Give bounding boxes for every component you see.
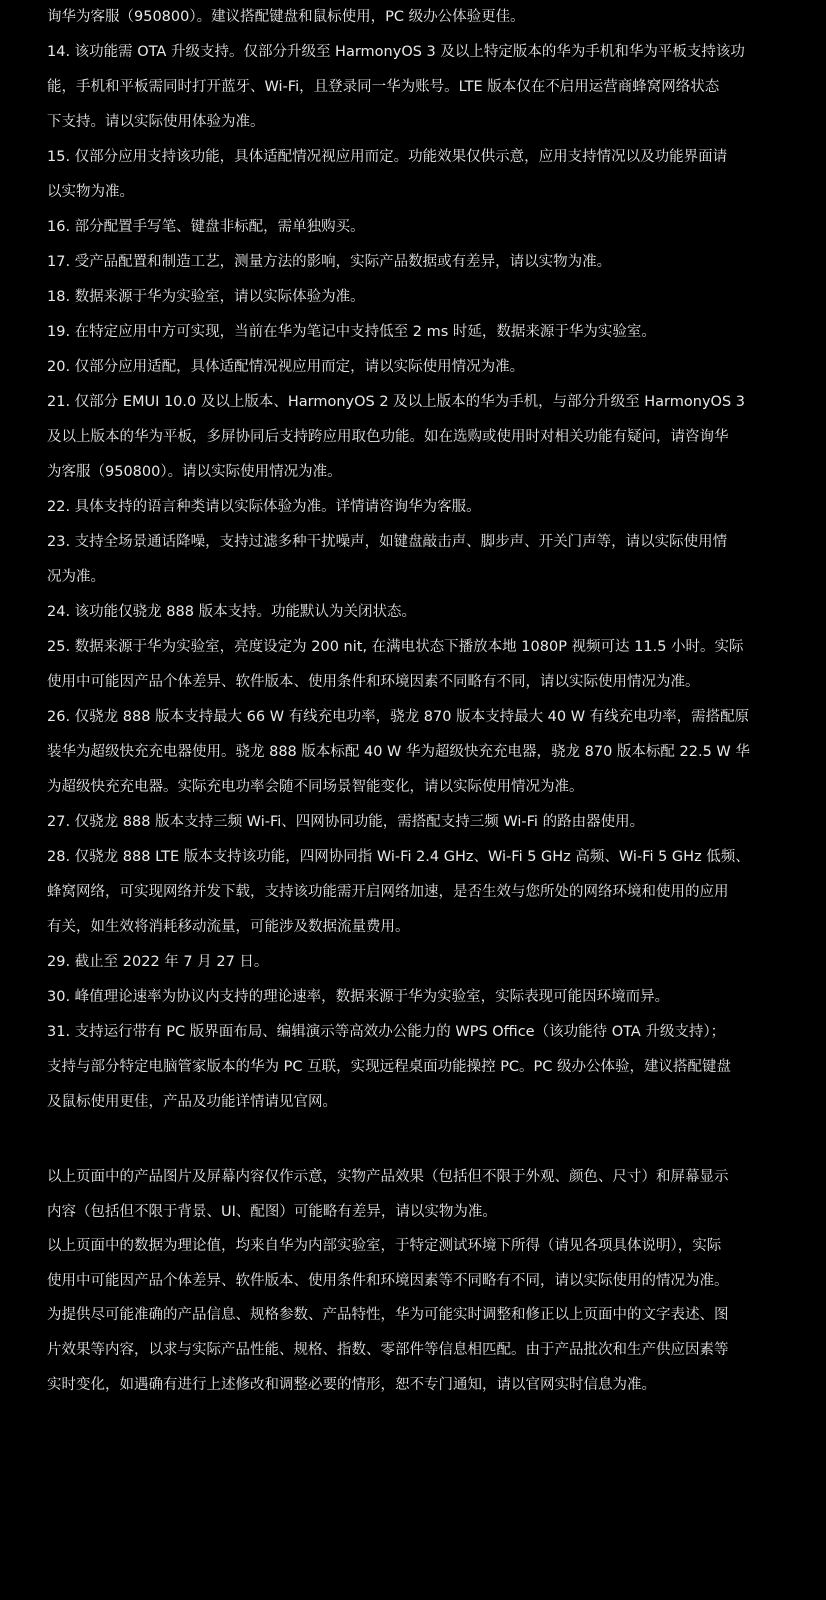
footnote-line: 有关，如生效将消耗移动流量，可能涉及数据流量费用。 [47, 919, 410, 935]
footnote-line: 及鼠标使用更佳，产品及功能详情请见官网。 [47, 1094, 337, 1110]
disclaimer-line: 片效果等内容，以求与实际产品性能、规格、指数、零部件等信息相匹配。由于产品批次和生产供应因素等 [47, 1341, 729, 1358]
footnote-line: 24. 该功能仅骁龙 888 版本支持。功能默认为关闭状态。 [47, 604, 417, 620]
footnote-line: 以实物为准。 [47, 184, 134, 200]
footnote-line: 蜂窝网络，可实现网络并发下载，支持该功能需开启网络加速，是否生效与您所处的网络环境和使用的应用 [47, 884, 729, 900]
footnote-line: 使用中可能因产品个体差异、软件版本、使用条件和环境因素不同略有不同，请以实际使用情况为准。 [47, 674, 700, 690]
disclaimer-line: 以上页面中的产品图片及屏幕内容仅作示意，实物产品效果（包括但不限于外观、颜色、尺寸）和屏幕显示 [47, 1169, 729, 1185]
footnote-line: 22. 具体支持的语言种类请以实际体验为准。详情请咨询华为客服。 [47, 499, 481, 515]
footnote-line: 询华为客服（950800）。建议搭配键盘和鼠标使用，PC 级办公体验更佳。 [47, 9, 525, 25]
disclaimer-line: 实时变化，如遇确有进行上述修改和调整必要的情形，恕不专门通知，请以官网实时信息为准。 [47, 1376, 656, 1393]
footnote-line: 14. 该功能需 OTA 升级支持。仅部分升级至 HarmonyOS 3 及以上特定版本的华为手机和华为平板支持该功 [47, 44, 745, 60]
footnote-line: 27. 仅骁龙 888 版本支持三频 Wi-Fi、四网协同功能，需搭配支持三频 Wi-Fi 的路由器使用。 [47, 814, 645, 830]
footnote-line: 18. 数据来源于华为实验室，请以实际体验为准。 [47, 289, 365, 305]
footnote-line: 为超级快充充电器。实际充电功率会随不同场景智能变化，请以实际使用情况为准。 [47, 779, 584, 795]
footnote-line: 装华为超级快充充电器使用。骁龙 888 版本标配 40 W 华为超级快充充电器，骁龙 870 版本标配 22.5 W 华 [47, 744, 750, 760]
footnote-line: 28. 仅骁龙 888 LTE 版本支持该功能，四网协同指 Wi-Fi 2.4 GHz、Wi-Fi 5 GHz 高频、Wi-Fi 5 GHz 低频、 [47, 849, 750, 865]
footnote-line: 19. 在特定应用中方可实现，当前在华为笔记中支持低至 2 ms 时延，数据来源于华为实验室。 [47, 324, 656, 340]
footnote-line: 况为准。 [47, 569, 105, 585]
footnote-line: 26. 仅骁龙 888 版本支持最大 66 W 有线充电功率，骁龙 870 版本支持最大 40 W 有线充电功率，需搭配原 [47, 709, 750, 725]
footnote-line: 31. 支持运行带有 PC 版界面布局、编辑演示等高效办公能力的 WPS Office（该功能待 OTA 升级支持）； [47, 1024, 726, 1040]
disclaimer-line: 使用中可能因产品个体差异、软件版本、使用条件和环境因素等不同略有不同，请以实际使用的情况为准。 [47, 1272, 729, 1289]
footnote-line: 30. 峰值理论速率为协议内支持的理论速率，数据来源于华为实验室，实际表现可能因环境而异。 [47, 989, 670, 1005]
footnote-line: 20. 仅部分应用适配，具体适配情况视应用而定，请以实际使用情况为准。 [47, 359, 525, 375]
footnotes-list [47, 0, 782, 1120]
footnote-line: 为客服（950800）。请以实际使用情况为准。 [47, 464, 342, 480]
disclaimer-block [47, 1160, 782, 1402]
footnote-line: 能，手机和平板需同时打开蓝牙、Wi-Fi，且登录同一华为账号。LTE 版本仅在不启用运营商蜂窝网络状态 [47, 79, 720, 95]
footnote-line: 15. 仅部分应用支持该功能，具体适配情况视应用而定。功能效果仅供示意，应用支持情况以及功能界面请 [47, 149, 728, 165]
footnote-line: 及以上版本的华为平板，多屏协同后支持跨应用取色功能。如在选购或使用时对相关功能有疑问，请咨询华 [47, 429, 729, 445]
footnote-line: 25. 数据来源于华为实验室，亮度设定为 200 nit, 在满电状态下播放本地 1080P 视频可达 11.5 小时。实际 [47, 639, 744, 655]
footnote-line: 23. 支持全场景通话降噪，支持过滤多种干扰噪声，如键盘敲击声、脚步声、开关门声等，请以实际使用情 [47, 534, 728, 550]
footnote-line: 17. 受产品配置和制造工艺，测量方法的影响，实际产品数据或有差异，请以实物为准。 [47, 254, 612, 270]
footnote-line: 29. 截止至 2022 年 7 月 27 日。 [47, 954, 269, 970]
footnote-line: 支持与部分特定电脑管家版本的华为 PC 互联，实现远程桌面功能操控 PC。PC 级办公体验，建议搭配键盘 [47, 1059, 732, 1075]
disclaimer-line: 以上页面中的数据为理论值，均来自华为内部实验室，于特定测试环境下所得（请见各项具体说明），实际 [47, 1238, 722, 1255]
footnote-line: 下支持。请以实际使用体验为准。 [47, 114, 265, 130]
disclaimer-line: 为提供尽可能准确的产品信息、规格参数、产品特性，华为可能实时调整和修正以上页面中的文字表述、图 [47, 1307, 729, 1324]
footnote-line: 16. 部分配置手写笔、键盘非标配，需单独购买。 [47, 219, 365, 235]
footnote-line: 21. 仅部分 EMUI 10.0 及以上版本、HarmonyOS 2 及以上版本的华为手机，与部分升级至 HarmonyOS 3 [47, 394, 745, 410]
disclaimer-line: 内容（包括但不限于背景、UI、配图）可能略有差异，请以实物为准。 [47, 1203, 497, 1220]
